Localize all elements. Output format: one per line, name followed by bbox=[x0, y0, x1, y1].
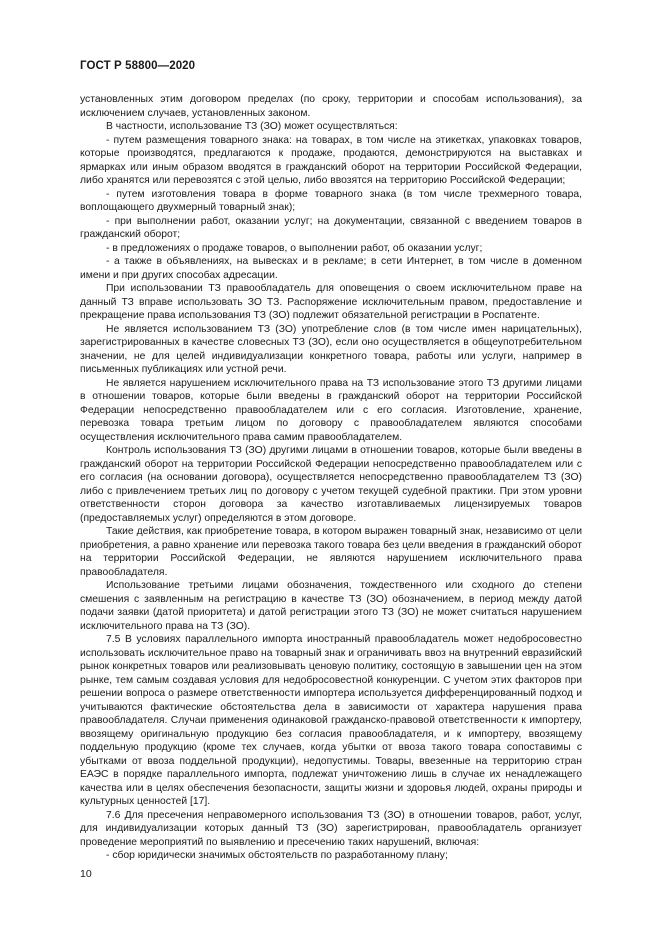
body-text bbox=[80, 93, 582, 863]
list-item: - а также в объявлениях, на вывесках и в рекламе; в сети Интернет, в том числе в доменном имени и при других способах адресации. bbox=[80, 256, 582, 281]
paragraph: Не является нарушением исключительного права на ТЗ использование этого ТЗ другими лицами в отношении товаров, которые были введены в гражданский оборот на территории Российской Федерации непосредственно правообладателем или с его согласия. Изготовление, хранение, перевозка товара третьим лицом по договору с правообладателем являются способами осуществления исключительного права самим правообладателем. bbox=[80, 377, 582, 443]
standard-header: ГОСТ Р 58800—2020 bbox=[80, 60, 196, 72]
page-number: 10 bbox=[80, 868, 92, 880]
paragraph: Не является использованием ТЗ (ЗО) употребление слов (в том числе имен нарицательных), зарегистрированных в качестве словесных ТЗ (ЗО), если оно осуществляется в общеупотребительном значении, не для целей индивидуализации конкретного товара, работы или услуги, например в письменных публикациях или устной речи. bbox=[80, 323, 582, 375]
paragraph: Использование третьими лицами обозначения, тождественного или сходного до степени смешения с заявленным на регистрацию в качестве ТЗ (ЗО) обозначением, в период между датой подачи заявки (датой приоритета) и датой регистрации этого ТЗ (ЗО) не может считаться нарушением исключительного права на ТЗ (ЗО). bbox=[80, 580, 582, 632]
paragraph: Такие действия, как приобретение товара, в котором выражен товарный знак, независимо от цели приобретения, а равно хранение или перевозка такого товара без цели введения в гражданский оборот на территории Российской Федерации, не являются нарушением исключительного права правообладателя. bbox=[80, 526, 582, 578]
paragraph: Контроль использования ТЗ (ЗО) другими лицами в отношении товаров, которые были введены в гражданский оборот на территории Российской Федерации непосредственно правообладателем или с его согласия (на основании договора), осуществляется непосредственно правообладателем ТЗ (ЗО) либо с привлечением третьих лиц по договору с учетом текущей судебной практики. При этом уровни ответственности сторон договора за качество изготавливаемых лицензируемых товаров (предоставляемых услуг) определяются в этом договоре. bbox=[80, 445, 582, 524]
list-item: - при выполнении работ, оказании услуг; на документации, связанной с введением товаров в гражданский оборот; bbox=[80, 215, 582, 240]
list-item: - в предложениях о продаже товаров, о выполнении работ, об оказании услуг; bbox=[106, 242, 483, 254]
list-item: - путем изготовления товара в форме товарного знака (в том числе трехмерного товара, воплощающего двухмерный товарный знак); bbox=[80, 188, 582, 213]
list-item: - путем размещения товарного знака: на товарах, в том числе на этикетках, упаковках товаров, которые производятся, предлагаются к продаже, продаются, демонстрируются на выставках и ярмарках или иным образом вводятся в гражданский оборот на территории Российской Федерации, либо хранятся или перевозятся с этой целью, либо ввозятся на территорию Российской Федерации; bbox=[80, 134, 582, 186]
list-item: - сбор юридически значимых обстоятельств по разработанному плану; bbox=[106, 850, 448, 861]
paragraph: При использовании ТЗ правообладатель для оповещения о своем исключительном праве на данный ТЗ вправе использовать ЗО ТЗ. Распоряжение исключительным правом, предоставление и прекращение права использования ТЗ (ЗО) подлежит обязательной регистрации в Роспатенте. bbox=[80, 283, 582, 321]
section-7-6: 7.6 Для пресечения неправомерного использования ТЗ (ЗО) в отношении товаров, работ, услуг, для индивидуализации которых данный ТЗ (ЗО) зарегистрирован, правообладатель организует проведение мероприятий по выявлению и пресечению таких нарушений, включая: bbox=[80, 809, 582, 848]
paragraph: В частности, использование ТЗ (ЗО) может осуществляться: bbox=[106, 121, 398, 132]
paragraph-continuation: установленных этим договором пределах (по сроку, территории и способам использования), за исключением случаев, установленных законом. bbox=[80, 94, 582, 119]
section-7-5: 7.5 В условиях параллельного импорта иностранный правообладатель может недобросовестно использовать исключительное право на товарный знак и ограничивать ввоз на внутренний евразийский рынок конкретных товаров или реализовывать ценовую политику, состоящую в завышении цен на этом рынке, тем самым создавая условия для недобросовестной конкуренции. С учетом этих факторов при решении вопроса о размере ответственности импортера используется дифференцированный подход и учитываются фактические обстоятельства дела в зависимости от характера нарушения права правообладателя. Случаи применения одинаковой гражданско-правовой ответственности к импортеру, ввозящему оригинальную продукцию без согласия правообладателя, и к импортеру, ввозящему поддельную продукцию (кроме тех случаев, когда убытки от ввоза такого товара сопоставимы с убытками от ввоза поддельной продукции), недопустимы. Товары, ввезенные на территорию стран ЕАЭС в порядке параллельного импорта, подлежат уничтожению лишь в случае их ненадлежащего качества или в целях обеспечения безопасности, защиты жизни и здоровья людей, охраны природы и культурных ценностей [17]. bbox=[80, 634, 582, 807]
